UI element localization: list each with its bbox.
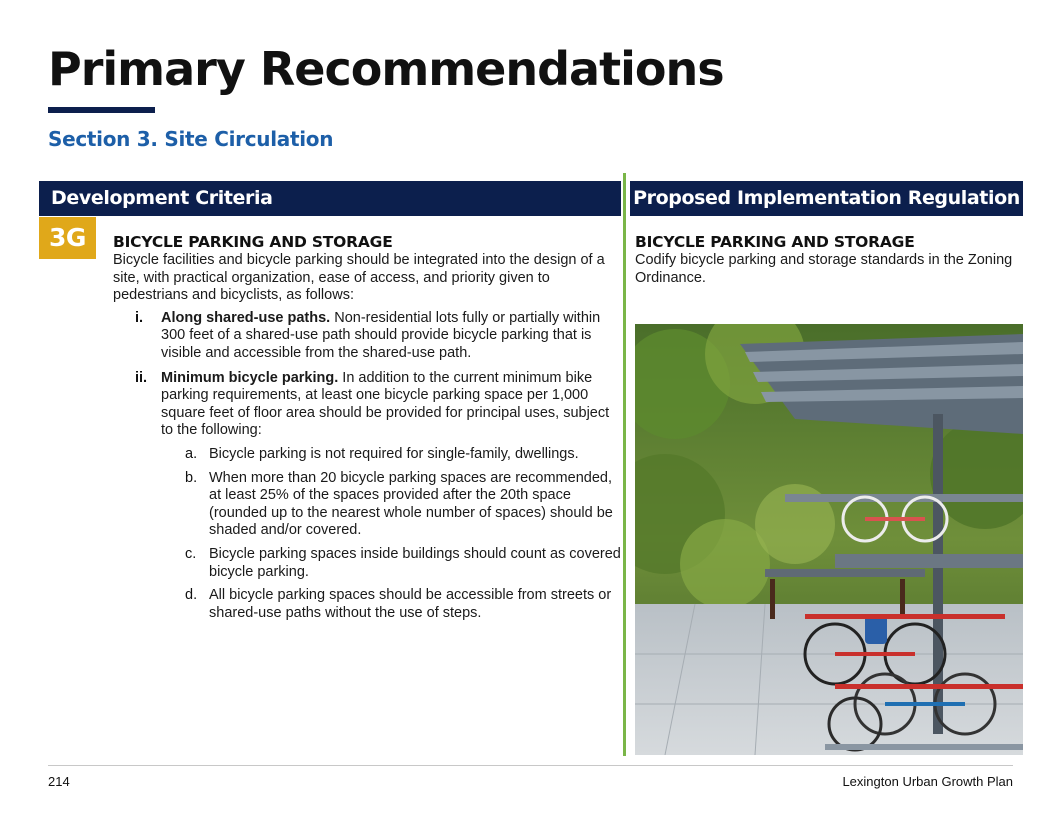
criteria-heading: BICYCLE PARKING AND STORAGE bbox=[113, 233, 393, 251]
list-item-lead: Along shared-use paths. bbox=[161, 309, 331, 326]
list-item-text bbox=[161, 370, 621, 440]
list-item-lead: Minimum bicycle parking. bbox=[161, 369, 339, 386]
sub-list-text: Bicycle parking spaces inside buildings should count as covered bicycle parking. bbox=[209, 545, 621, 580]
regulation-heading: BICYCLE PARKING AND STORAGE bbox=[635, 233, 915, 251]
list-item-text bbox=[161, 310, 621, 363]
sub-list-marker: b. bbox=[185, 469, 198, 486]
list-item-body: Non-residential lots fully or partially within 300 feet of a shared-use path should provide bicycle parking that is visible and accessible from the shared-use path. bbox=[161, 309, 601, 361]
list-item bbox=[113, 370, 621, 623]
list-item bbox=[113, 310, 621, 363]
sub-list-marker: d. bbox=[185, 587, 198, 604]
criteria-intro: Bicycle facilities and bicycle parking should be integrated into the design of a site, with practical organization, ease of access, and priority given to pedestrians and bicyclists, as follows: bbox=[113, 252, 605, 304]
sub-list-item bbox=[113, 470, 621, 540]
list-marker: i. bbox=[135, 309, 144, 326]
page-number: 214 bbox=[48, 774, 70, 789]
sub-list-text: All bicycle parking spaces should be accessible from streets or shared-use paths without the use of steps. bbox=[209, 587, 612, 621]
title-underline bbox=[48, 107, 155, 113]
sub-list-marker: a. bbox=[185, 445, 198, 462]
regulation-text: Codify bicycle parking and storage standards in the Zoning Ordinance. bbox=[635, 252, 1013, 286]
list-item-body: In addition to the current minimum bike parking requirements, at least one bicycle parking space per 1,000 square feet of floor area should be provided for principal uses, subject to the following: bbox=[161, 369, 610, 439]
sub-list-marker: c. bbox=[185, 545, 197, 562]
sub-list-text: Bicycle parking is not required for single-family, dwellings. bbox=[209, 445, 579, 462]
criteria-badge: 3G bbox=[39, 217, 96, 259]
sub-list-item bbox=[113, 446, 621, 464]
sub-list-item bbox=[113, 546, 621, 581]
column-divider bbox=[623, 173, 626, 756]
list-marker: ii. bbox=[135, 369, 148, 386]
regulation-content bbox=[635, 233, 1020, 287]
page-title: Primary Recommendations bbox=[48, 42, 724, 96]
implementation-regulation-header: Proposed Implementation Regulation bbox=[630, 181, 1023, 216]
sub-list-text: When more than 20 bicycle parking spaces are recommended, at least 25% of the spaces provided after the 20th space (rounded up to the nearest whole number of spaces) should be shaded and/or covered. bbox=[209, 469, 613, 539]
bicycle-parking-photo bbox=[635, 324, 1023, 755]
sub-list-item bbox=[113, 587, 621, 622]
bicycle-parking-illustration bbox=[635, 324, 1023, 755]
document-name: Lexington Urban Growth Plan bbox=[842, 774, 1013, 789]
development-criteria-header: Development Criteria bbox=[39, 181, 621, 216]
criteria-list bbox=[113, 310, 621, 623]
sub-list bbox=[161, 446, 621, 622]
criteria-content bbox=[113, 233, 621, 629]
section-subtitle: Section 3. Site Circulation bbox=[48, 127, 334, 151]
footer-divider bbox=[48, 765, 1013, 766]
